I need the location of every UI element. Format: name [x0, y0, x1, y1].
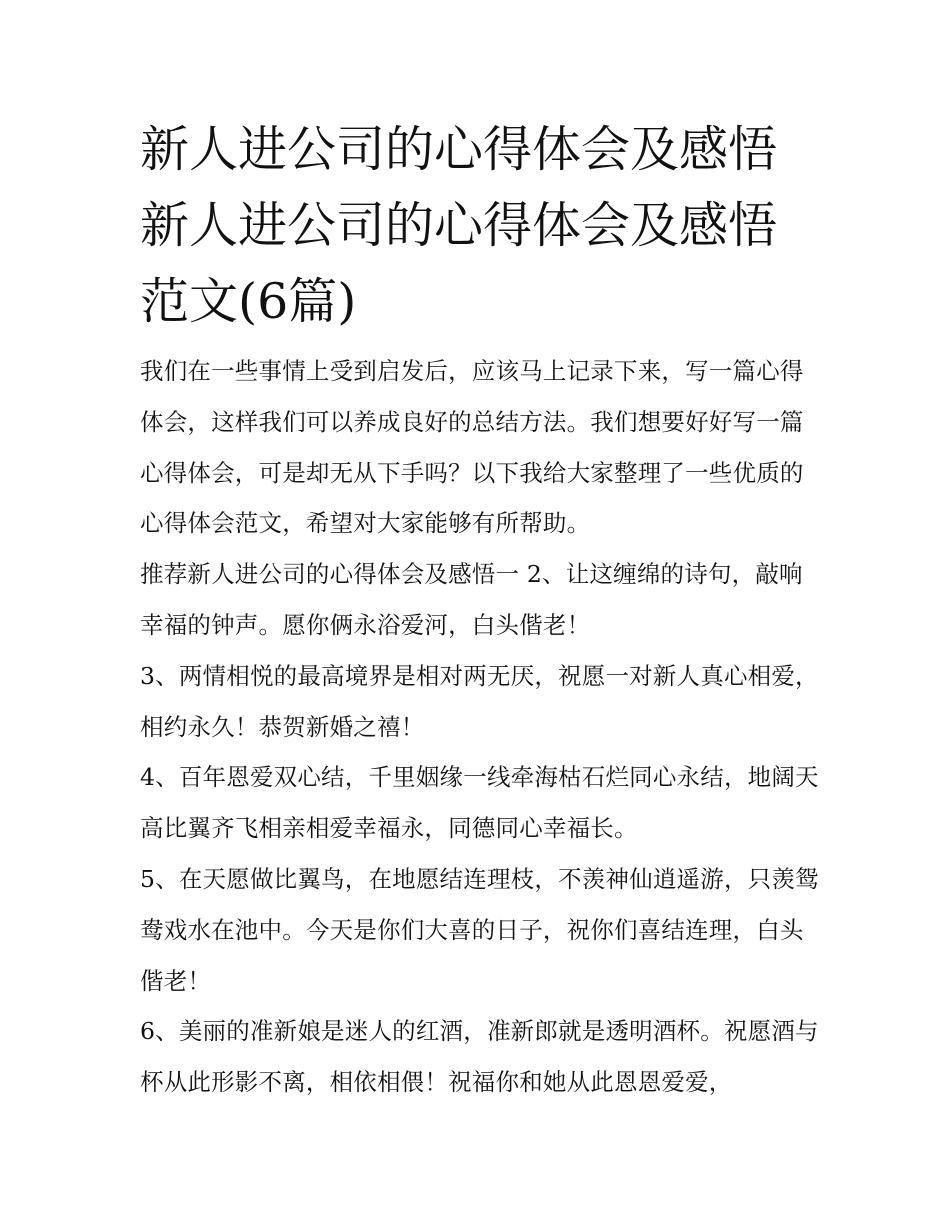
paragraph-item-3: 3、两情相悦的最高境界是相对两无厌，祝愿一对新人真心相爱，相约永久！恭贺新婚之禧！: [140, 661, 819, 741]
document-title: 新人进公司的心得体会及感悟新人进公司的心得体会及感悟范文(6篇): [140, 121, 778, 330]
intro-paragraph: 我们在一些事情上受到启发后，应该马上记录下来，写一篇心得体会，这样我们可以养成良好的总结方法。我们想要好好写一篇心得体会，可是却无从下手吗？以下我给大家整理了一些优质的心得体会范文，希望对大家能够有所帮助。: [140, 357, 804, 538]
paragraph-recommend: 推荐新人进公司的心得体会及感悟一 2、让这缠绵的诗句，敲响幸福的钟声。愿你俩永浴爱河，白头偕老！: [140, 560, 803, 639]
paragraph-item-5: 5、在天愿做比翼鸟，在地愿结连理枝，不羡神仙逍遥游，只羡鸳鸯戏水在池中。今天是你们大喜的日子，祝你们喜结连理，白头偕老！: [140, 864, 819, 995]
document-content: [140, 112, 820, 1108]
paragraph-item-4: 4、百年恩爱双心结，千里姻缘一线牵海枯石烂同心永结，地阔天高比翼齐飞相亲相爱幸福永，同德同心幸福长。: [140, 763, 819, 843]
paragraph-item-6: 6、美丽的准新娘是迷人的红酒，准新郎就是透明酒杯。祝愿酒与杯从此形影不离，相依相偎！祝福你和她从此恩恩爱爱，: [140, 1017, 819, 1097]
